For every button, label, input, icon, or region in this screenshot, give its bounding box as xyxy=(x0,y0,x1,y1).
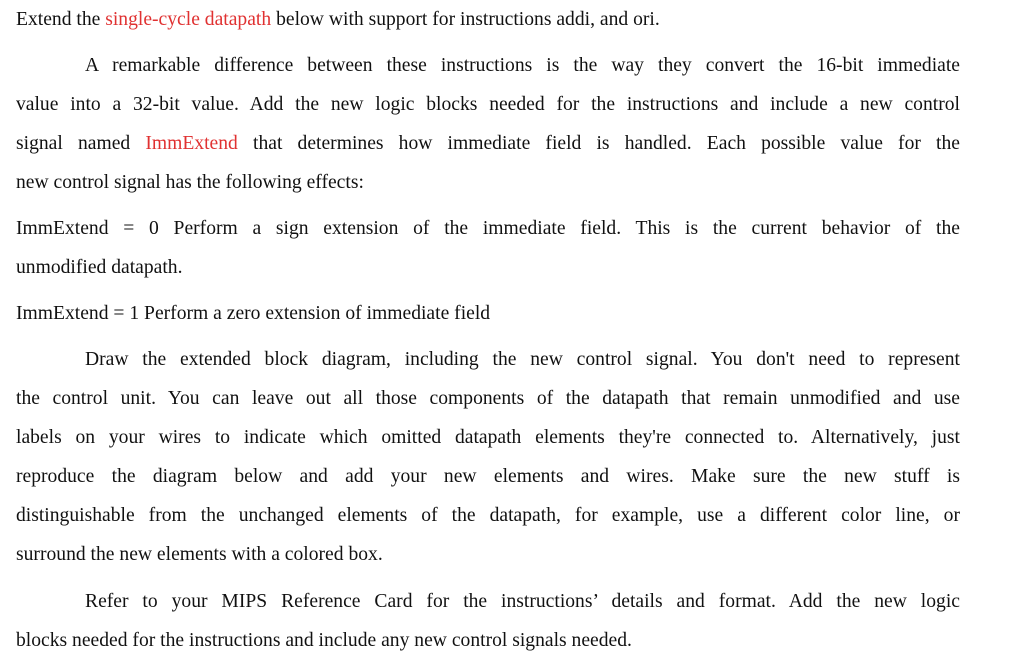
p1-line-1: A remarkable difference between these instructions is the way they convert the 16-bit immediate xyxy=(85,55,960,76)
intro-pre: Extend the xyxy=(16,9,106,30)
p1-line-2: value into a 32-bit value. Add the new logic blocks needed for the instructions and include a new control xyxy=(16,94,960,115)
p1-line-3 xyxy=(16,132,960,156)
p3-line-2: blocks needed for the instructions and include any new control signals needed. xyxy=(16,630,632,651)
p2-line-5: distinguishable from the unchanged elements of the datapath, for example, use a different color line, or xyxy=(16,505,960,526)
p2-line-6: surround the new elements with a colored box. xyxy=(16,544,383,565)
p2-line-2: the control unit. You can leave out all those components of the datapath that remain unmodified and use xyxy=(16,388,960,409)
intro-post: below with support for instructions addi, and ori. xyxy=(271,9,660,30)
p1-line-3-post: that determines how immediate field is handled. Each possible value for the xyxy=(237,133,960,154)
option-0-line-2: unmodified datapath. xyxy=(16,257,183,278)
p1-line-4: new control signal has the following effects: xyxy=(16,172,364,193)
single-cycle-datapath-link[interactable]: single-cycle datapath xyxy=(105,9,272,30)
immextend-signal-name: ImmExtend xyxy=(145,133,238,154)
option-0-line-1: ImmExtend = 0 Perform a sign extension of the immediate field. This is the current behavior of the xyxy=(16,218,960,239)
p2-line-3: labels on your wires to indicate which omitted datapath elements they're connected to. Alternatively, just xyxy=(16,427,960,448)
p1-line-3-pre: signal named xyxy=(16,133,146,154)
intro-line xyxy=(16,8,960,32)
option-1-line: ImmExtend = 1 Perform a zero extension of immediate field xyxy=(16,303,491,324)
p2-line-1: Draw the extended block diagram, including the new control signal. You don't need to represent xyxy=(85,349,960,370)
p3-line-1: Refer to your MIPS Reference Card for the instructions’ details and format. Add the new logic xyxy=(85,591,960,612)
p2-line-4: reproduce the diagram below and add your new elements and wires. Make sure the new stuff is xyxy=(16,466,960,487)
